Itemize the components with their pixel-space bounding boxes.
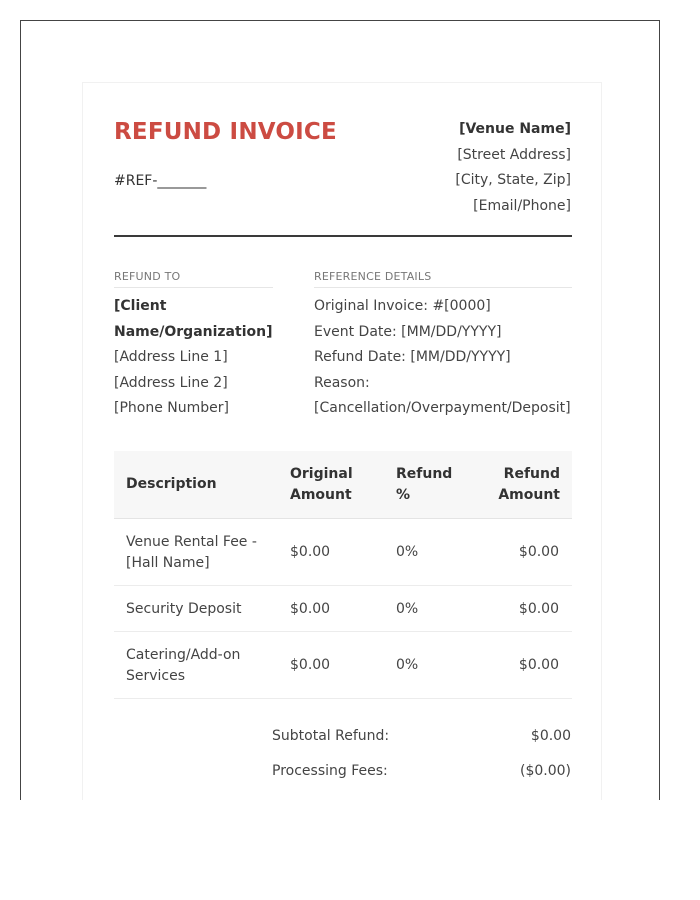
- venue-name: [Venue Name]: [459, 121, 571, 137]
- client-name-line2: Name/Organization]: [114, 323, 273, 340]
- refund-date: Refund Date: [MM/DD/YYYY]: [314, 349, 511, 365]
- row2-amount: $0.00: [518, 601, 559, 617]
- processing-fees-value: ($0.00): [519, 763, 571, 779]
- venue-block: [455, 117, 571, 219]
- row2-percent: 0%: [396, 601, 419, 617]
- client-address2: [Address Line 2]: [114, 374, 228, 391]
- document-frame: [20, 20, 660, 800]
- row2-description: Security Deposit: [126, 601, 242, 617]
- row1-description-line1: Venue Rental Fee -: [126, 534, 257, 550]
- header-refund-amt-line2: Amount: [498, 487, 560, 503]
- row1-description-line2: [Hall Name]: [126, 555, 210, 571]
- reference-details-label: REFERENCE DETAILS: [314, 270, 432, 283]
- row2-original: $0.00: [290, 601, 331, 617]
- subtotal-label: Subtotal Refund:: [272, 728, 390, 744]
- reference-details-block: [314, 294, 571, 422]
- row1-divider: [114, 585, 572, 586]
- header-original-line1: Original: [290, 466, 353, 482]
- invoice-title: REFUND INVOICE: [114, 119, 337, 145]
- header-refund-amt-line1: Refund: [503, 466, 560, 482]
- processing-fees-label: Processing Fees:: [272, 763, 388, 779]
- refund-to-block: [114, 294, 272, 422]
- venue-contact: [Email/Phone]: [473, 197, 571, 214]
- row1-amount: $0.00: [518, 544, 559, 560]
- subtotal-value: $0.00: [530, 728, 571, 744]
- client-name-line1: [Client: [114, 298, 167, 314]
- venue-street: [Street Address]: [457, 146, 571, 163]
- row2-divider: [114, 631, 572, 632]
- row3-divider: [114, 698, 572, 699]
- row3-percent: 0%: [396, 657, 419, 673]
- row1-original: $0.00: [290, 544, 331, 560]
- refund-to-underline: [114, 287, 273, 288]
- refund-to-label: REFUND TO: [114, 270, 181, 283]
- invoice-page: [82, 82, 602, 800]
- client-address1: [Address Line 1]: [114, 349, 228, 365]
- header-refund-pct-line1: Refund: [396, 466, 453, 482]
- client-phone: [Phone Number]: [114, 400, 229, 416]
- reason-value: [Cancellation/Overpayment/Deposit]: [314, 400, 571, 416]
- row3-description-line1: Catering/Add-on: [126, 647, 241, 663]
- original-invoice: Original Invoice: #[0000]: [314, 298, 491, 314]
- header-refund-pct-line2: %: [396, 487, 411, 503]
- table-header: [114, 451, 572, 519]
- row3-original: $0.00: [290, 657, 331, 673]
- reason-label: Reason:: [314, 374, 370, 391]
- header-original-amount: [290, 464, 353, 506]
- header-refund-amount: [498, 464, 560, 506]
- reference-details-underline: [314, 287, 572, 288]
- header-refund-percent: [396, 464, 452, 506]
- header-original-line2: Amount: [290, 487, 352, 503]
- venue-city: [City, State, Zip]: [455, 172, 571, 188]
- row1-description: [126, 532, 257, 574]
- event-date: Event Date: [MM/DD/YYYY]: [314, 323, 502, 340]
- header-divider: [114, 235, 572, 237]
- row1-percent: 0%: [396, 544, 419, 560]
- row3-description-line2: Services: [126, 668, 186, 684]
- reference-number: #REF-_______: [114, 173, 207, 189]
- row3-amount: $0.00: [518, 657, 559, 673]
- header-description: Description: [126, 476, 217, 492]
- row3-description: [126, 645, 240, 687]
